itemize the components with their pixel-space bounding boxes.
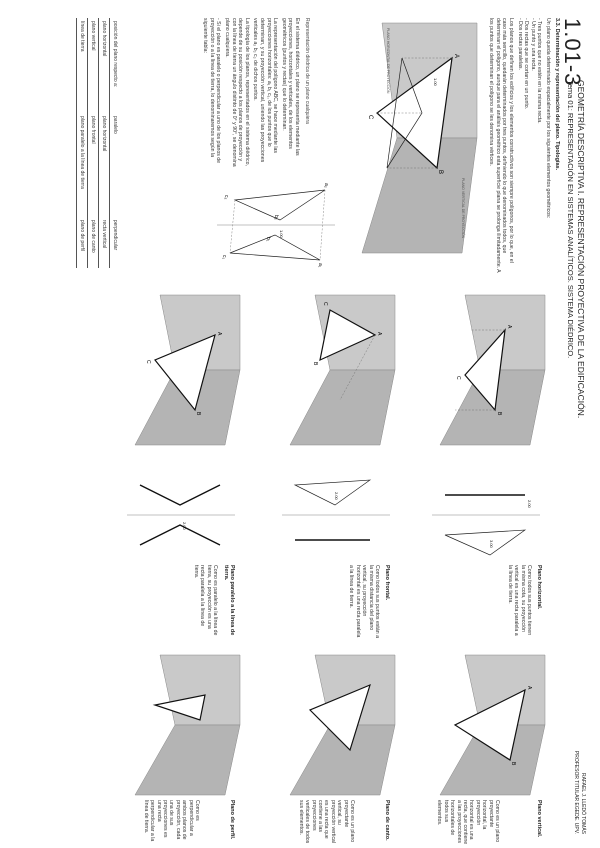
figure-paralelo-lt-3d (105, 290, 245, 450)
table-cell: plano paralelo a la línea de tierra (77, 113, 88, 217)
horizontal-projection-plane (362, 138, 477, 253)
point-label: C (145, 360, 151, 364)
point-label: A (526, 686, 532, 690)
section-title: 3.3. Determinación y representación del plano. Tipologías. (554, 18, 560, 171)
document-subtitle: Tema 01: REPRESENTACIÓN EN SISTEMAS ANALÍTICOS. SISTEMA DIÉDRICO. (566, 80, 575, 359)
point-label: c₂ (223, 195, 229, 200)
panel-text: Como es un plano proyectante horizontal, la proyección horizontal es una recta, que contiene a las proyecciones horizontales de todos sus elementos. (436, 800, 500, 845)
panel-text: Como es un plano proyectante vertical, su proyección vertical es una recta que contiene a las proyecciones verticales de todos sus elementos. (297, 800, 355, 844)
figure-vertical-plane-3d (410, 650, 550, 800)
point-label: B (496, 412, 502, 416)
table-row (110, 18, 121, 268)
table-cell: plano frontal (88, 113, 99, 217)
table-cell: posición del plano respecto a: (110, 18, 121, 113)
point-label: a₁ (317, 263, 323, 268)
dimension-label: 2.00 (527, 500, 532, 508)
body-paragraph: La tipología de los planos, representados en el sistema diédrico, depende de su posición respecto a los planos de proyección y con la línea de tierra un ángulo distinto de 0° y 90°, se denomina plano cualquiera. (224, 18, 250, 167)
panel-title: Plano paralelo a la línea de tierra. (223, 565, 235, 636)
figure-horizontal-plane-3d (410, 290, 550, 450)
plane-label: PLANO VERTICAL DE PROYECCIÓN (461, 178, 465, 239)
figure-perfil-plane-3d (105, 650, 245, 800)
list-item: - Dos rectas paralelas. (516, 18, 523, 70)
point-label: A (376, 332, 382, 336)
list-item: - Tres puntos que no estén en la misma recta. (536, 18, 543, 124)
list-item: - Dos rectas que se cortan en un punto. (523, 18, 530, 110)
panel-title: Plano vertical. (536, 800, 542, 838)
body-text (200, 18, 300, 168)
intro-paragraph: Los planos que definen los edificios y los elementos constructivos son siempre polígonos, por lo que, en el caso más sencillo, quedarán determinados por tres puntos, definiendo lo que denominados todos, que determinan el polígono, aunque para el análisis geométrico esta superficie plana se prolonga ilimitadamente. A los puntos que determinan el polígono se les denomina vértices. (488, 18, 515, 273)
figure-general-plane-3d (342, 18, 482, 258)
table-cell: plano de canto (88, 217, 99, 268)
table-row (88, 18, 99, 268)
point-label: C (322, 302, 328, 306)
document-title: GEOMETRÍA DESCRIPTIVA I. REPRESENTACIÓN PROYECTIVA DE LA EDIFICACIÓN. (576, 80, 586, 419)
panel-text: Como todos sus puntos están a la misma distancia del plano vertical, su proyección horizontal es una recta paralela a la línea de tierra. (348, 565, 380, 638)
figure-paralelo-lt-dihedral (125, 470, 235, 560)
dimension-label: 2.00 (182, 522, 187, 530)
point-label: C (367, 115, 373, 120)
panel-title: Plano frontal. (384, 565, 390, 601)
horizontal-projection (230, 235, 320, 260)
reference-line (230, 200, 235, 253)
point-label: A (216, 332, 222, 336)
figure-horizontal-plane-dihedral (430, 470, 540, 560)
table-cell: recta vertical (99, 217, 110, 268)
panel-title: Plano horizontal. (536, 565, 542, 610)
figure-frontal-plane-dihedral (280, 470, 390, 560)
table-cell: línea de tierra (77, 18, 88, 113)
intro-text (486, 18, 551, 273)
panel-text: Como es perpendicular a ambos planos de proyección, cada una de sus proyecciones es una recta perpendicular a la línea de tierra. (142, 800, 200, 842)
vertical-projection (140, 485, 220, 505)
author-block (572, 751, 586, 834)
point-label: A (453, 54, 459, 59)
panel-text: Como todos sus puntos tienen la misma cota, su proyección vertical es una recta paralela a la línea de tierra. (506, 565, 532, 636)
table-cell: paralelo (110, 113, 121, 217)
dimension-label: 2.00 (334, 492, 339, 500)
vertical-projection (235, 190, 325, 220)
table-row (99, 18, 110, 268)
point-label: c₁ (221, 255, 227, 260)
table-cell: perpendicular (110, 217, 121, 268)
dimension-label: 1.00 (433, 78, 438, 86)
vertical-projection (295, 480, 370, 505)
table-cell: plano vertical (88, 18, 99, 113)
horizontal-projection-plane (290, 370, 395, 445)
point-label: a₂ (323, 183, 329, 188)
figure-frontal-plane-3d (260, 290, 400, 450)
panel-title: Plano de canto. (384, 800, 390, 841)
dimension-label: 1.00 (279, 230, 284, 238)
point-label: b₁ (265, 237, 271, 242)
table-cell: plano horizontal (99, 18, 110, 113)
body-paragraph: La representación del polígono ABC, se hace mediante las proyecciones horizontales: a₁ b₁ c₁, de los puntos que lo determinan, y su proyección vertical, uniendo las proyecciones verticales a₂ b₂ c₂ de dichos puntos. (252, 18, 279, 163)
body-paragraph: En el sistema diédrico, un plano se representa mediante las proyecciones, horizontales y verticales, de los elementos geométricos (puntos y rectas) que lo determinan. (280, 18, 300, 156)
point-label: A (506, 325, 512, 329)
table-row (77, 18, 88, 268)
point-label: B (195, 412, 201, 416)
point-label: B (437, 170, 443, 175)
dimension-label: 3.00 (489, 540, 494, 548)
list-item: - Un punto y una recta. (529, 18, 536, 71)
horizontal-projection-plane (135, 725, 240, 795)
horizontal-projection (445, 530, 525, 555)
horizontal-projection (140, 525, 220, 545)
table-cell: plano horizontal (99, 113, 110, 217)
figure-general-plane-dihedral (215, 175, 335, 275)
author-name: RAFAEL J. LLEDÓ TOMÁS (580, 772, 586, 834)
point-label: B (510, 762, 516, 766)
panel-text: Como es paralelo a la línea de tierra, su proyección es una recta paralela a la línea de tierra. (192, 565, 218, 636)
point-label: B (312, 362, 318, 366)
document-code: 1.01-3 (560, 18, 585, 87)
plane-label: PLANO HORIZONTAL DE PROYECCIÓN (386, 28, 390, 94)
panel-title: Plano de perfil. (229, 800, 235, 840)
point-label: b₂ (273, 215, 279, 220)
intro-line: Un plano queda determinado espacialmente por los siguientes elementos geométricos: (545, 18, 551, 219)
figure-canto-plane-3d (260, 650, 400, 800)
table-cell: plano de perfil (77, 217, 88, 268)
body-paragraph: - Si el plano es paralelo o perpendicular a uno de los planos de proyección o a la línea de tierra, lo denominaremos según la siguiente tabla: (202, 18, 222, 164)
plane-types-table (76, 18, 120, 268)
author-dept: PROFESOR TITULAR EGEDE. UPV. (573, 750, 579, 834)
figure-caption: Representación diédrica de un plano cualquiera (304, 18, 310, 124)
point-label: C (455, 376, 461, 380)
